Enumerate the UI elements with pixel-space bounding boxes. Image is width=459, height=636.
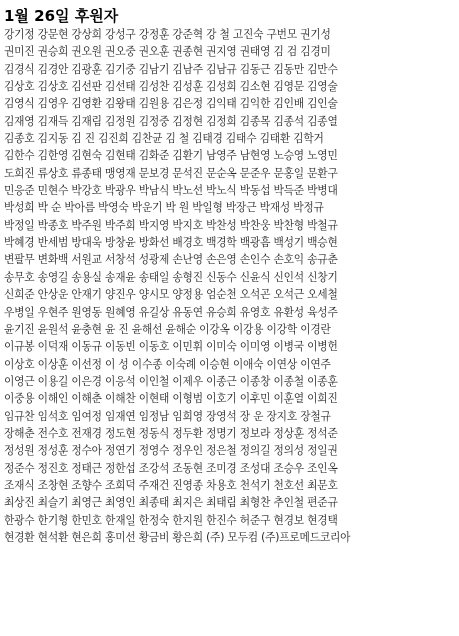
donor-line: 박혜경 반세범 방대욱 방창윤 방화선 배경호 백경학 백광흠 백성기 백승현 bbox=[4, 235, 338, 250]
donor-line: 이중용 이해인 이해춘 이해찬 이현태 이형범 이호기 이후민 이훈열 이희진 bbox=[4, 391, 338, 406]
donor-line: 신희준 안상운 안재기 양진우 양시모 양정용 엄순천 오석곤 오석근 오세철 bbox=[4, 287, 338, 302]
donor-line: 이규봉 이덕재 이동규 이동빈 이동호 이민휘 이미숙 이미영 이병국 이병헌 bbox=[4, 339, 338, 354]
donor-line: 윤기진 윤원석 윤충현 윤 진 윤해선 윤해순 이강옥 이강용 이강학 이경란 bbox=[4, 321, 331, 336]
donor-line: 송무호 송영길 송용실 송재윤 송태일 송형진 신동수 신윤식 신인석 신창기 bbox=[4, 269, 338, 284]
donor-line: 도희진 류상호 류종태 맹영재 문보경 문석진 문순옥 문준우 문홍일 문환구 bbox=[4, 165, 338, 180]
donor-line: 박성희 박 순 박아름 박영숙 박운기 박 원 박일형 박장근 박재성 박정규 bbox=[4, 200, 324, 215]
donor-line: 한광수 한기형 한민호 한재일 한정숙 한지원 한진수 허준구 현경보 현경택 bbox=[4, 512, 338, 527]
donor-line: 정성원 정성훈 정수아 정연기 정영수 정우인 정은철 정의길 정의성 정일권 bbox=[4, 443, 338, 458]
donor-line: 현경환 현석환 현은희 홍미선 황금비 황은희 (주) 모두컴 (주)프로메드코리아 bbox=[4, 529, 351, 544]
donor-line: 김영식 김영우 김영환 김왕태 김원용 김은정 김익태 김익한 김인배 김인술 bbox=[4, 96, 338, 111]
donor-line: 임규찬 임석호 임여정 임재연 임정남 임희영 장영석 장 운 장지호 장철규 bbox=[4, 408, 331, 423]
donor-line: 김재영 김재득 김재림 김정원 김정중 김정현 김정희 김종목 김종석 김종열 bbox=[4, 113, 338, 128]
donor-names-list bbox=[4, 26, 455, 546]
donor-line: 박정일 박종호 박주원 박주희 박지영 박지호 박찬성 박찬웅 박찬형 박철규 bbox=[4, 217, 338, 232]
donor-line: 정준수 정진호 정태근 정한섭 조강석 조동현 조미경 조성대 조승우 조인옥 bbox=[4, 460, 338, 475]
donor-line: 김상호 김상호 김선판 김선태 김성찬 김성훈 김성희 김소현 김영문 김영술 bbox=[4, 79, 338, 94]
donor-line: 강기정 강문현 강상희 강성구 강정훈 강준혁 강 철 고진숙 구번모 권기성 bbox=[4, 27, 331, 41]
donor-line: 이상호 이상훈 이선정 이 성 이수종 이숙례 이승현 이애숙 이연상 이연주 bbox=[4, 356, 331, 371]
donor-line: 권미진 권승희 권오원 권오중 권오훈 권종현 권지영 권태영 김 검 김경미 bbox=[4, 44, 331, 59]
donor-line: 김경식 김경안 김광훈 김기중 김남기 김남주 김남규 김동근 김동만 김만수 bbox=[4, 61, 338, 76]
page-title: 1월 26일 후원자 bbox=[4, 7, 119, 25]
donor-line: 최상진 최슬기 최영근 최영인 최종태 최지은 최태림 최형찬 추인철 편준규 bbox=[4, 495, 338, 510]
donor-line: 우병일 우현주 원영동 원혜영 유길상 유동연 유승희 유영호 유환성 육성주 bbox=[4, 304, 338, 319]
donor-line: 조재식 조창현 조향수 조희덕 주재건 진영종 차용호 천석기 천호선 최문호 bbox=[4, 477, 338, 492]
donor-line: 김한수 김한영 김현숙 김현태 김화준 김환기 남영주 남현영 노승영 노영민 bbox=[4, 148, 338, 163]
donor-line: 이영근 이용길 이은경 이응석 이인철 이제우 이종근 이종창 이종철 이종훈 bbox=[4, 373, 338, 388]
donor-line: 장해춘 전수호 전재경 정도현 정동식 정두환 정명기 정보라 정상훈 정석준 bbox=[4, 425, 338, 440]
donor-line: 변팔무 변화백 서원교 서창석 성광제 손난영 손은영 손인수 손호익 송규춘 bbox=[4, 252, 338, 267]
donor-line: 민응준 민현수 박강호 박광우 박남식 박노선 박노식 박동섭 박득준 박병대 bbox=[4, 183, 338, 198]
donor-line: 김종호 김지동 김 진 김진희 김찬균 김 철 김태경 김태수 김태환 김학거 bbox=[4, 131, 324, 146]
